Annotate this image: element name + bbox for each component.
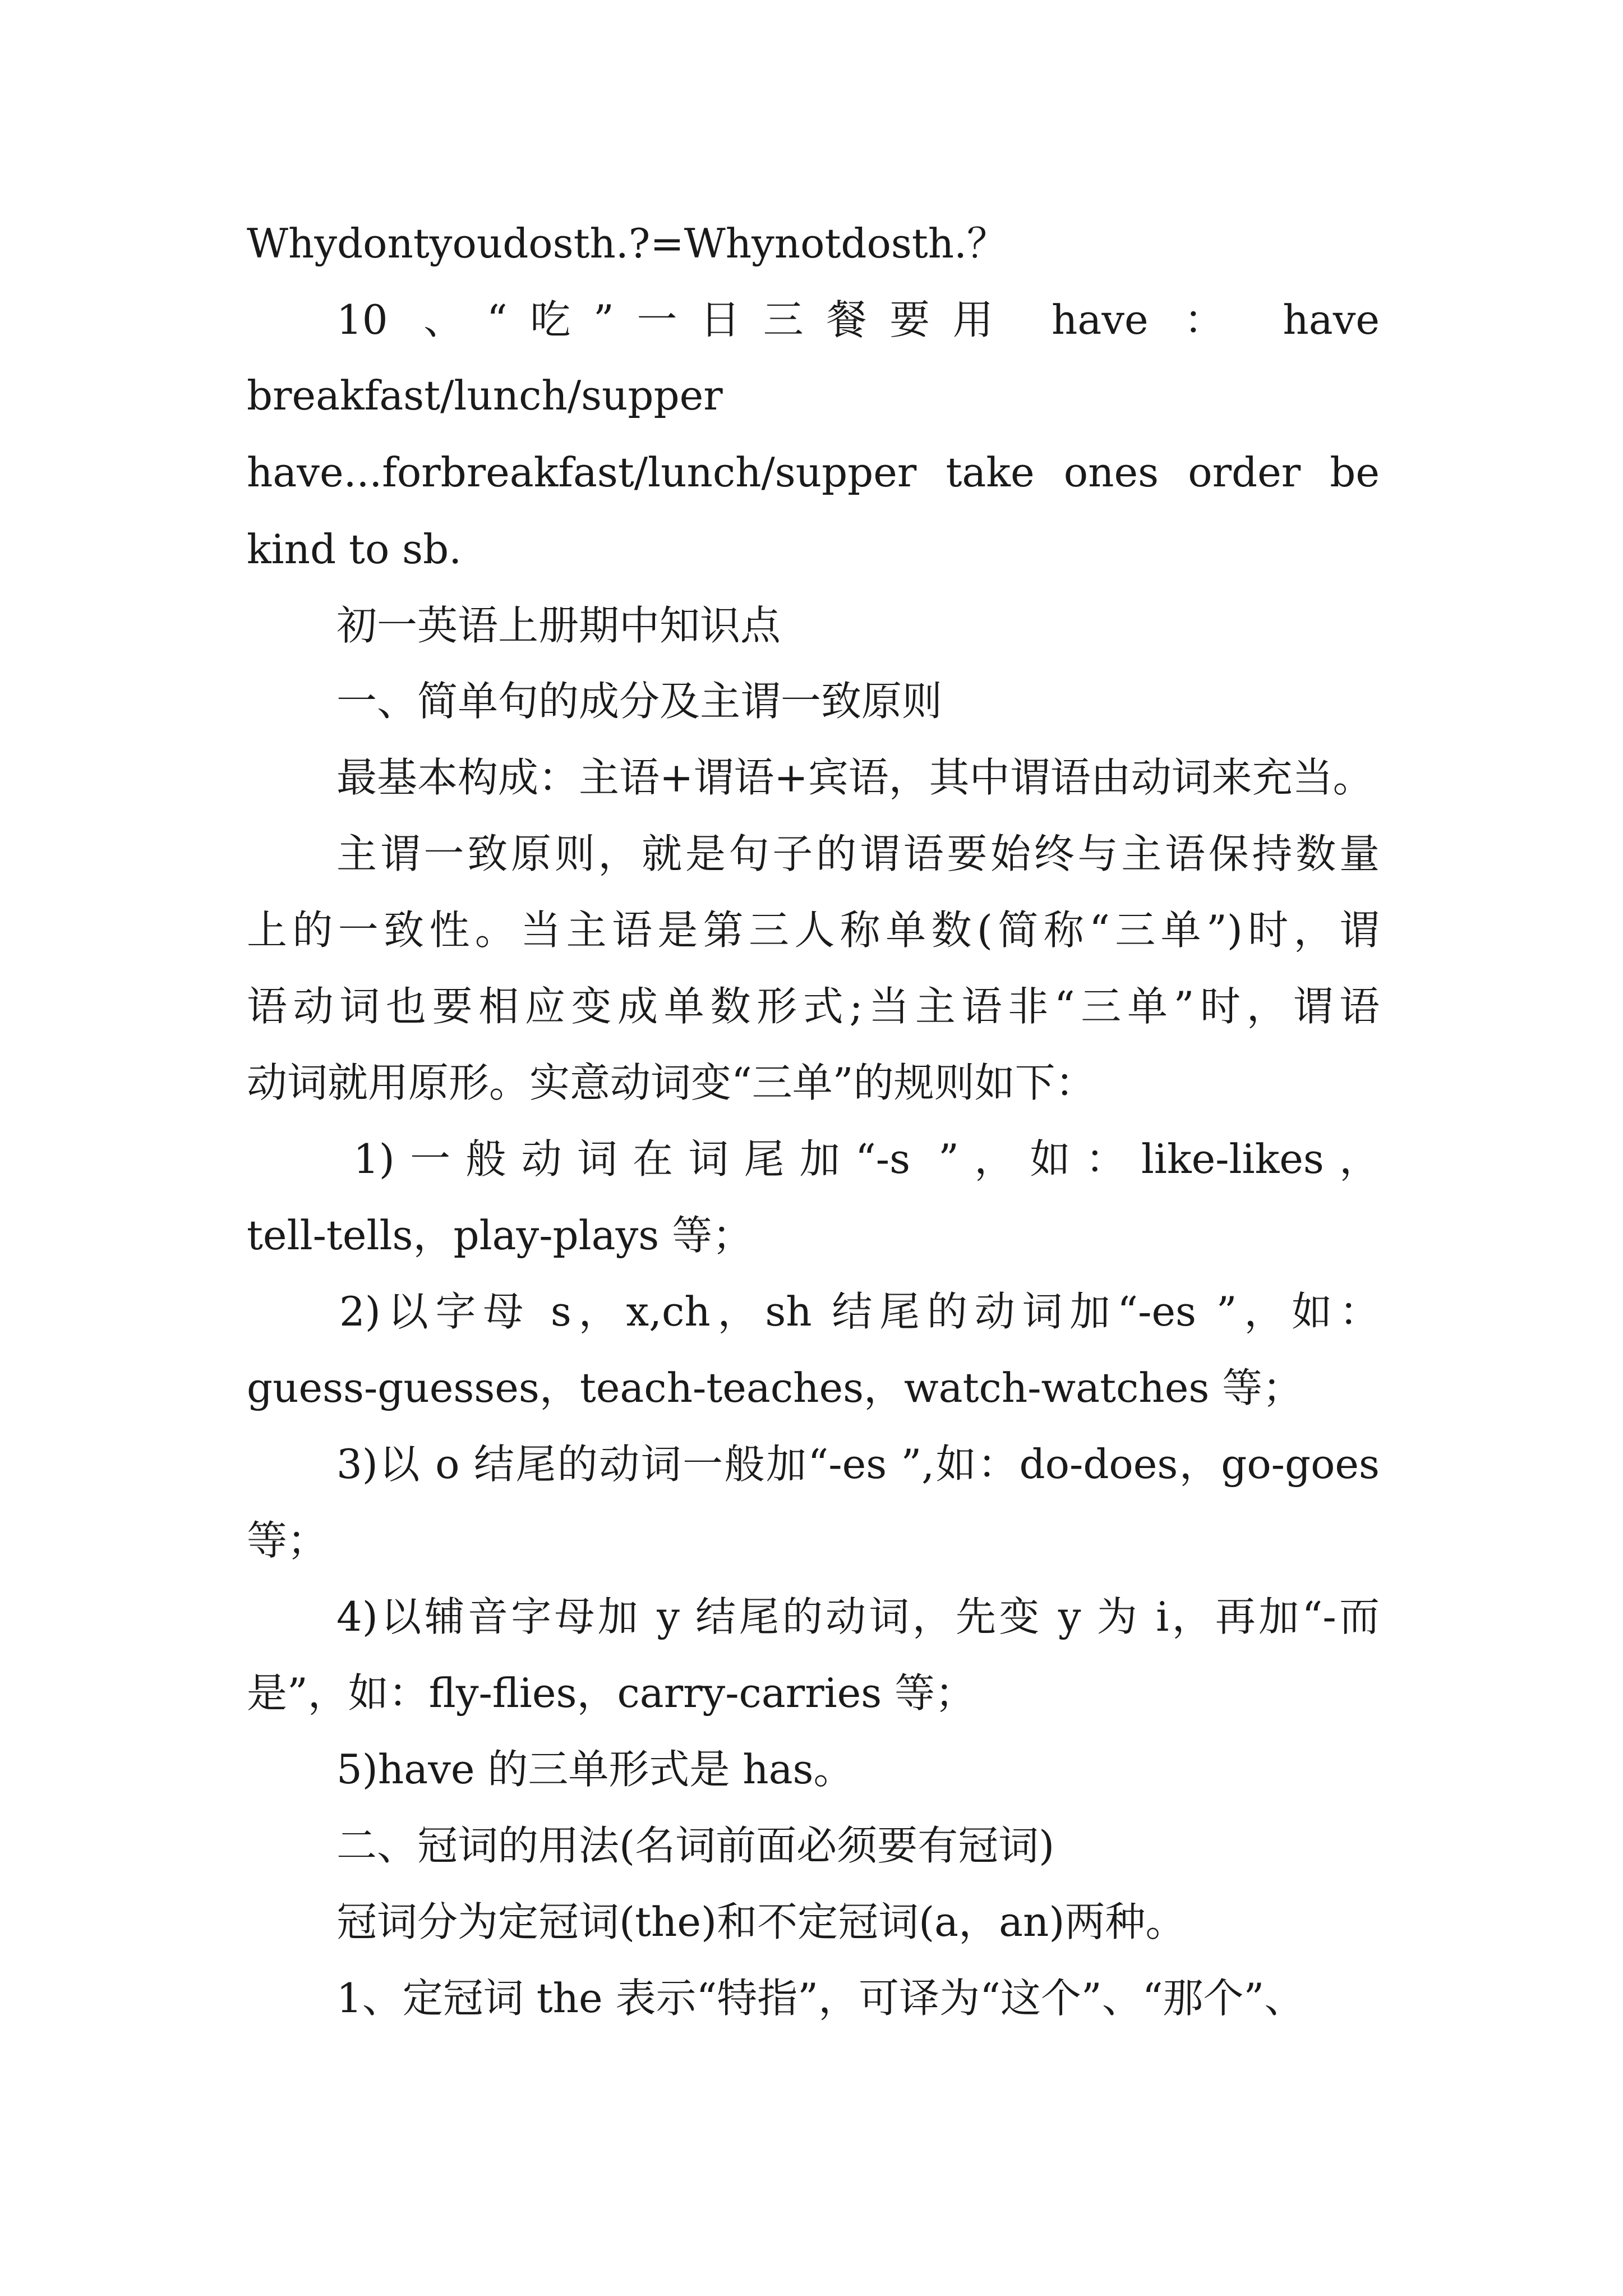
rule-item-2: 2)以字母 s，x,ch，sh 结尾的动词加“-es ”，如： xyxy=(339,1288,1380,1335)
text-line-23: 冠词分为定冠词(the)和不定冠词(a，an)两种。 xyxy=(336,1898,1186,1945)
rule-item-4: 4)以辅音字母加 y 结尾的动词，先变 y 为 i，再加“-而 xyxy=(336,1593,1380,1640)
text-line-20: 是”，如：fly-flies，carry-carries 等； xyxy=(247,1669,976,1717)
text-line-4: have...forbreakfast/lunch/supper take ones order be xyxy=(247,449,1380,496)
text-line-18: 等； xyxy=(247,1517,328,1564)
rule-item-3: 3)以 o 结尾的动词一般加“-es ”,如：do-does，go-goes xyxy=(336,1441,1380,1488)
section-heading-2: 二、冠词的用法(名词前面必须要有冠词) xyxy=(336,1822,1055,1869)
rule-item-1: 1)一般动词在词尾加“-s ”，如：like-likes， xyxy=(353,1135,1380,1182)
text-line-8: 最基本构成：主语+谓语+宾语，其中谓语由动词来充当。 xyxy=(336,754,1373,801)
rule-item-5: 5)have 的三单形式是 has。 xyxy=(336,1746,854,1793)
section-heading-midterm: 初一英语上册期中知识点 xyxy=(336,602,781,649)
text-line-1: Whydontyoudosth.?=Whynotdosth.？ xyxy=(247,220,1007,267)
text-line-9: 主谓一致原则，就是句子的谓语要始终与主语保持数量 xyxy=(336,830,1380,877)
text-line-14: tell-tells，play-plays 等； xyxy=(247,1212,753,1259)
text-line-2: 10 、“吃”一日三餐要用 have ： have xyxy=(336,296,1380,343)
text-line-11: 语动词也要相应变成单数形式;当主语非“三单”时，谓语 xyxy=(247,983,1380,1030)
text-line-10: 上的一致性。当主语是第三人称单数(简称“三单”)时，谓 xyxy=(247,907,1380,954)
section-heading-1: 一、简单句的成分及主谓一致原则 xyxy=(336,678,943,725)
text-line-24: 1、定冠词 the 表示“特指”，可译为“这个”、“那个”、 xyxy=(336,1975,1305,2022)
text-line-3: breakfast/lunch/supper xyxy=(247,372,723,419)
text-line-12: 动词就用原形。实意动词变“三单”的规则如下： xyxy=(247,1059,1096,1106)
text-line-5: kind to sb. xyxy=(247,526,462,573)
text-line-16: guess-guesses，teach-teaches，watch-watches 等； xyxy=(247,1364,1303,1411)
